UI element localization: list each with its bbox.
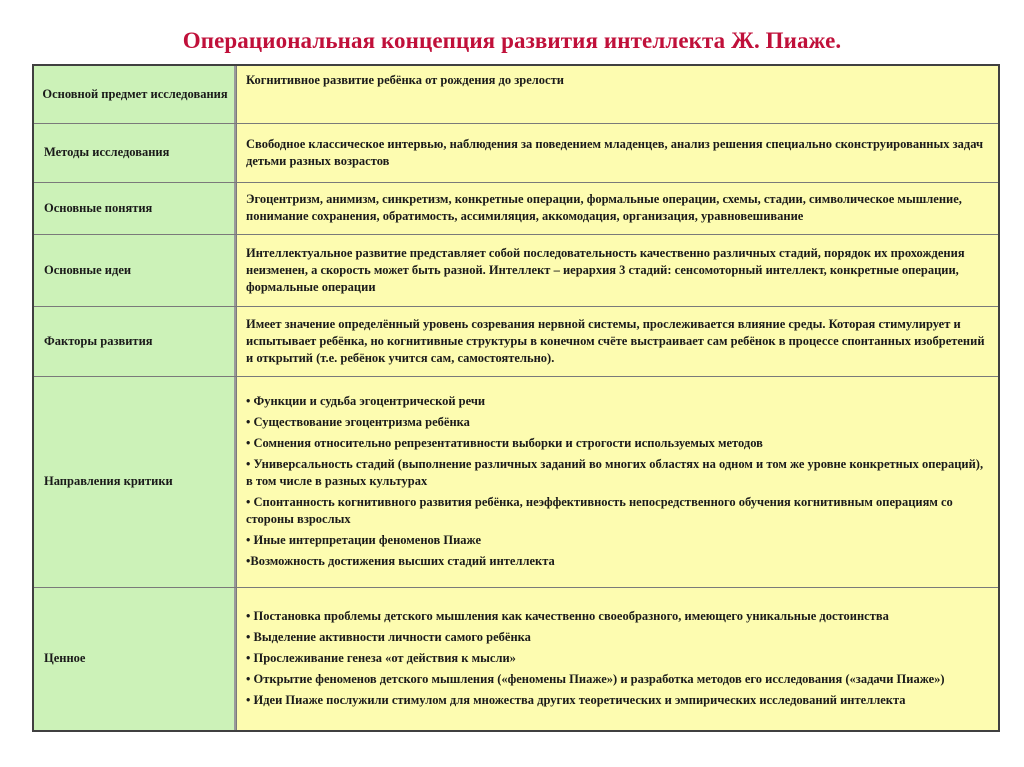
row-value-criticism xyxy=(237,376,1000,587)
row-label-subject: Основной предмет исследования xyxy=(33,65,237,123)
list-item: • Прослеживание генеза «от действия к мысли» xyxy=(246,651,516,666)
page-title: Операциональная концепция развития интеллекта Ж. Пиаже. xyxy=(182,28,842,53)
row-value-methods: Свободное классическое интервью, наблюдения за поведением младенцев, анализ решения специально сконструированных задач детьми разных возрастов xyxy=(237,123,1000,182)
list-item: • Существование эгоцентризма ребёнка xyxy=(246,415,470,429)
table-row xyxy=(33,376,999,587)
table-row xyxy=(33,123,999,182)
list-item: •Возможность достижения высших стадий интеллекта xyxy=(246,554,555,568)
table-row xyxy=(33,306,999,376)
list-item: • Спонтанность когнитивного развития ребёнка, неэффективность непосредственного обучения когнитивным операциям со стороны взрослых xyxy=(246,495,953,526)
row-label-factors: Факторы развития xyxy=(33,306,237,376)
list-item: • Постановка проблемы детского мышления как качественно своеобразного, имеющего уникальные достоинства xyxy=(246,609,889,624)
row-label-criticism: Направления критики xyxy=(33,376,237,587)
table-row xyxy=(33,587,999,731)
criticism-list xyxy=(246,393,988,570)
row-value-factors: Имеет значение определённый уровень созревания нервной системы, прослеживается влияние среды. Которая стимулирует и испытывает ребёнка, но когнитивные структуры в конечном счёте выстраивает сам ребёнок в процессе спонтанных изобретений и открытий (т.е. ребёнок учится сам, самостоятельно). xyxy=(237,306,1000,376)
value-list xyxy=(246,608,988,709)
list-item: • Выделение активности личности самого ребёнка xyxy=(246,630,531,645)
row-label-ideas: Основные идеи xyxy=(33,234,237,306)
row-value-ideas: Интеллектуальное развитие представляет собой последовательность качественно различных стадий, порядок их прохождения неизменен, а скорость может быть разной. Интеллект – иерархия 3 стадий: сенсомоторный интеллект, конкретные операции, формальные операции xyxy=(237,234,1000,306)
table-row xyxy=(33,182,999,234)
list-item: • Универсальность стадий (выполнение различных заданий во многих областях на одном и том же уровне конкретных операций), в том числе в разных культурах xyxy=(246,457,984,488)
row-value-concepts: Эгоцентризм, анимизм, синкретизм, конкретные операции, формальные операции, схемы, стадии, символическое мышление, понимание сохранения, обратимость, ассимиляция, аккомодация, организация, уравновешивание xyxy=(237,182,1000,234)
row-value-subject: Когнитивное развитие ребёнка от рождения до зрелости xyxy=(237,65,1000,123)
row-label-concepts: Основные понятия xyxy=(33,182,237,234)
row-label-value: Ценное xyxy=(33,587,237,731)
list-item: • Идеи Пиаже послужили стимулом для множества других теоретических и эмпирических исследований интеллекта xyxy=(246,693,906,708)
list-item: • Открытие феноменов детского мышления («феномены Пиаже») и разработка методов его исследования («задачи Пиаже») xyxy=(246,672,945,687)
list-item: • Функции и судьба эгоцентрической речи xyxy=(246,394,486,408)
row-label-methods: Методы исследования xyxy=(33,123,237,182)
concept-table xyxy=(32,64,1000,732)
list-item: • Иные интерпретации феноменов Пиаже xyxy=(246,533,481,547)
row-value-value xyxy=(237,587,1000,731)
table-row xyxy=(33,234,999,306)
table-row xyxy=(33,65,999,123)
list-item: • Сомнения относительно репрезентативности выборки и строгости используемых методов xyxy=(246,436,763,450)
